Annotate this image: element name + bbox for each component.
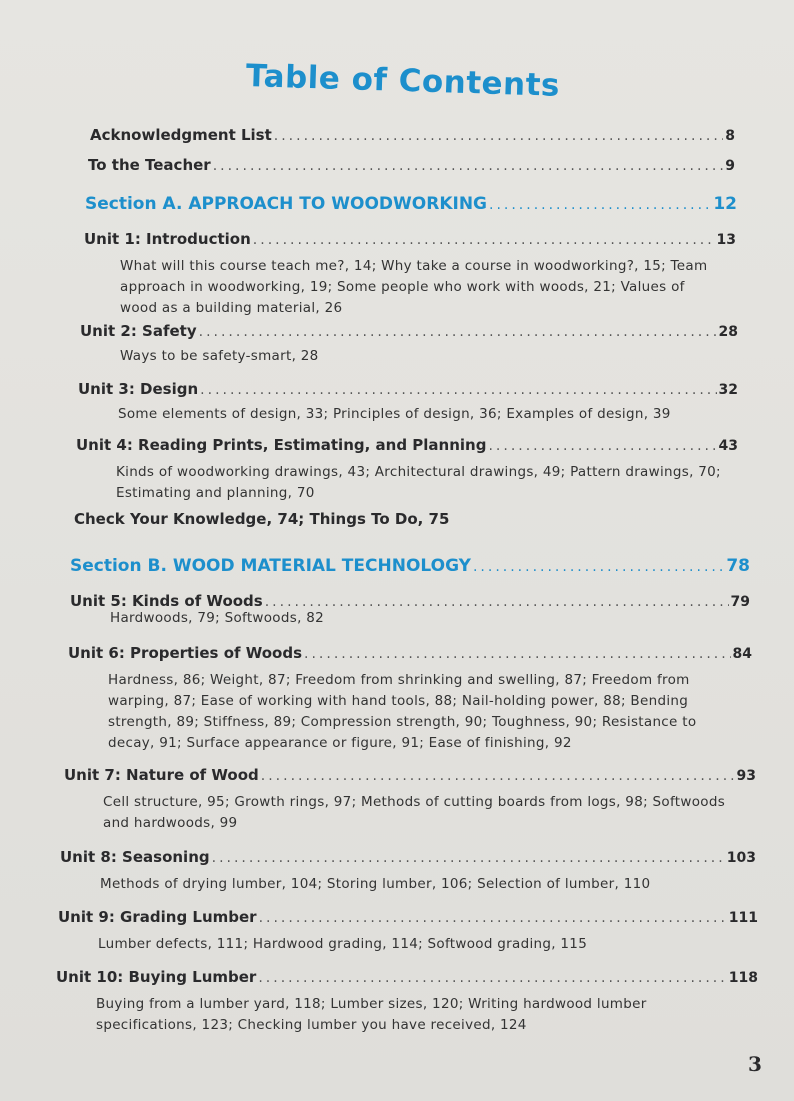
entry-page: 118 <box>728 970 758 986</box>
entry-label: Section B. WOOD MATERIAL TECHNOLOGY <box>70 556 471 576</box>
entry-page: 78 <box>726 556 750 576</box>
entry-page: 111 <box>728 910 758 926</box>
entry-label: Unit 4: Reading Prints, Estimating, and Planning <box>76 436 487 454</box>
unit-topics: Cell structure, 95; Growth rings, 97; Methods of cutting boards from logs, 98; Softwoods and hardwoods, 99 <box>103 794 726 831</box>
entry-label: Unit 7: Nature of Wood <box>64 766 259 784</box>
unit-entry <box>78 380 738 398</box>
unit-topics: What will this course teach me?, 14; Why take a course in woodworking?, 15; Team approach in woodworking, 19; Some people who work with woods, 21; Values of wood as a building material, 26 <box>120 258 708 316</box>
leader-dots <box>213 158 724 174</box>
page-title: Table of Contents <box>245 58 561 104</box>
unit-topics: Buying from a lumber yard, 118; Lumber sizes, 120; Writing hardwood lumber specifications, 123; Checking lumber you have received, 124 <box>96 996 647 1033</box>
entry-page: 13 <box>716 232 736 248</box>
entry-page: 93 <box>736 768 756 784</box>
entry-label: Unit 8: Seasoning <box>60 848 210 866</box>
entry-label: Unit 6: Properties of Woods <box>68 644 303 662</box>
leader-dots <box>261 768 735 784</box>
section-closing: Check Your Knowledge, 74; Things To Do, 75 <box>74 510 450 528</box>
leader-dots <box>212 850 725 866</box>
entry-label: Unit 2: Safety <box>80 322 197 340</box>
entry-page: 103 <box>726 850 756 866</box>
entry-page: 12 <box>713 194 737 214</box>
leader-dots <box>258 970 726 986</box>
entry-label: Unit 1: Introduction <box>84 230 251 248</box>
entry-page: 8 <box>725 128 735 144</box>
unit-topics: Ways to be safety-smart, 28 <box>120 348 319 364</box>
entry-page: 79 <box>730 594 750 610</box>
entry-label: Unit 5: Kinds of Woods <box>70 592 263 610</box>
toc-entry <box>88 156 735 174</box>
leader-dots <box>253 232 715 248</box>
toc-entry <box>90 126 735 144</box>
section-heading <box>70 556 750 576</box>
entry-page: 32 <box>718 382 738 398</box>
leader-dots <box>199 324 717 340</box>
unit-entry <box>60 848 756 866</box>
leader-dots <box>304 646 730 662</box>
entry-label: Unit 3: Design <box>78 380 199 398</box>
leader-dots <box>489 197 711 213</box>
entry-label: To the Teacher <box>88 156 211 174</box>
unit-entry <box>64 766 756 784</box>
unit-topics: Lumber defects, 111; Hardwood grading, 114; Softwood grading, 115 <box>98 936 588 952</box>
unit-topics: Kinds of woodworking drawings, 43; Architectural drawings, 49; Pattern drawings, 70; Estimating and planning, 70 <box>116 464 721 501</box>
leader-dots <box>274 128 723 144</box>
unit-topics: Methods of drying lumber, 104; Storing lumber, 106; Selection of lumber, 110 <box>100 876 651 892</box>
unit-entry <box>76 436 738 454</box>
entry-page: 28 <box>718 324 738 340</box>
page-number: 3 <box>748 1052 762 1076</box>
unit-entry <box>80 322 738 340</box>
leader-dots <box>488 438 716 454</box>
entry-page: 84 <box>732 646 752 662</box>
entry-page: 9 <box>725 158 735 174</box>
unit-entry <box>84 230 736 248</box>
leader-dots <box>200 382 716 398</box>
unit-topics: Some elements of design, 33; Principles of design, 36; Examples of design, 39 <box>118 406 671 422</box>
leader-dots <box>473 559 724 575</box>
unit-entry <box>68 644 752 662</box>
unit-topics: Hardness, 86; Weight, 87; Freedom from shrinking and swelling, 87; Freedom from warping, 87; Ease of working with hand tools, 88; Nail-holding power, 88; Bending strength, 89; Stiffness, 89; Compression strength, 90; Toughness, 90; Resistance to decay, 91; Surface appearance or figure, 91; Ease of finishing, 92 <box>108 672 697 751</box>
unit-entry <box>56 968 758 986</box>
section-heading <box>85 194 737 214</box>
entry-label: Section A. APPROACH TO WOODWORKING <box>85 194 487 214</box>
entry-label: Unit 9: Grading Lumber <box>58 908 257 926</box>
leader-dots <box>259 910 727 926</box>
entry-label: Unit 10: Buying Lumber <box>56 968 257 986</box>
unit-topics: Hardwoods, 79; Softwoods, 82 <box>110 610 325 626</box>
entry-page: 43 <box>718 438 738 454</box>
entry-label: Acknowledgment List <box>90 126 272 144</box>
unit-entry <box>58 908 758 926</box>
